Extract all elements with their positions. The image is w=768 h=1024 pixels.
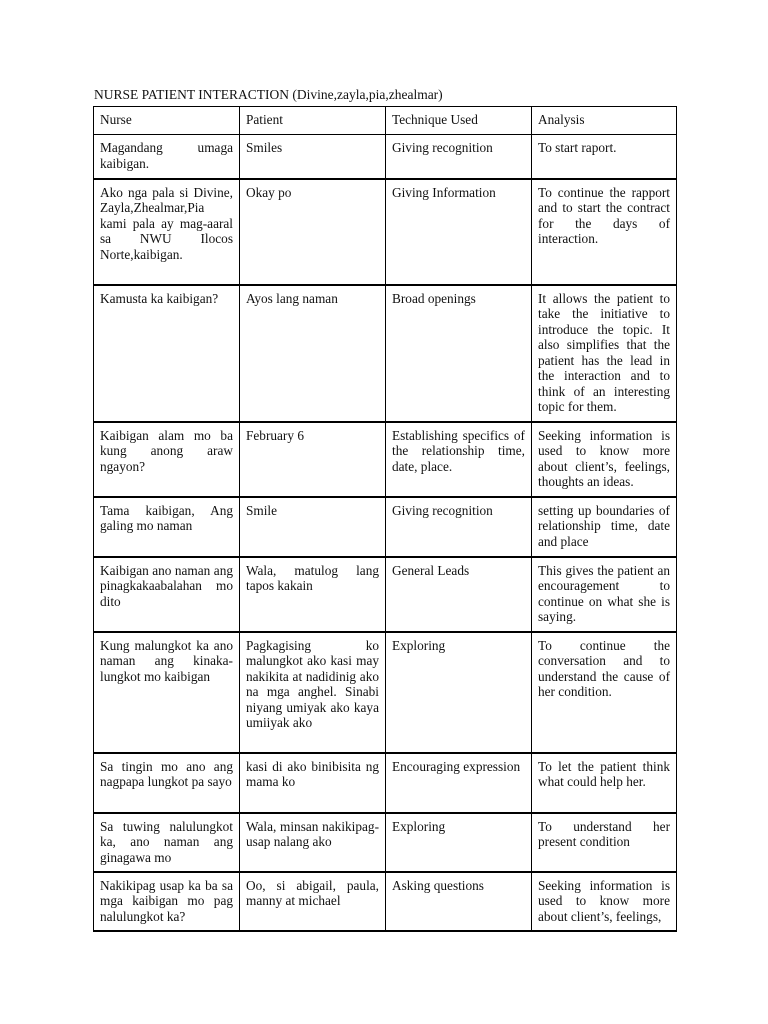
nurse-cell: Kung malungkot ka ano naman ang kinaka-lungkot mo kaibigan bbox=[94, 632, 240, 753]
analysis-cell: Seeking information is used to know more about client’s, feelings, bbox=[532, 872, 677, 931]
table-row bbox=[94, 872, 677, 931]
nurse-cell: Sa tuwing nalulungkot ka, ano naman ang ginagawa mo bbox=[94, 813, 240, 872]
analysis-cell: This gives the patient an encouragement to continue on what she is saying. bbox=[532, 557, 677, 632]
patient-cell: Smile bbox=[240, 497, 386, 557]
patient-cell: Smiles bbox=[240, 135, 386, 179]
patient-cell: Ayos lang naman bbox=[240, 285, 386, 422]
technique-cell: Giving recognition bbox=[386, 135, 532, 179]
header-analysis: Analysis bbox=[532, 107, 677, 135]
table-row bbox=[94, 497, 677, 557]
analysis-cell: To start raport. bbox=[532, 135, 677, 179]
patient-cell: Wala, minsan nakikipag-usap nalang ako bbox=[240, 813, 386, 872]
table-row bbox=[94, 422, 677, 497]
patient-cell: February 6 bbox=[240, 422, 386, 497]
interaction-table bbox=[93, 106, 677, 932]
patient-cell: Okay po bbox=[240, 179, 386, 285]
table-row bbox=[94, 135, 677, 179]
patient-cell: Oo, si abigail, paula, manny at michael bbox=[240, 872, 386, 931]
patient-cell: Wala, matulog lang tapos kakain bbox=[240, 557, 386, 632]
analysis-cell: To continue the conversation and to understand the cause of her condition. bbox=[532, 632, 677, 753]
nurse-cell: Sa tingin mo ano ang nagpapa lungkot pa sayo bbox=[94, 753, 240, 813]
nurse-cell: Ako nga pala si Divine, Zayla,Zhealmar,Pia kami pala ay mag-aaral sa NWU Ilocos Norte,kaibigan. bbox=[94, 179, 240, 285]
patient-cell: kasi di ako binibisita ng mama ko bbox=[240, 753, 386, 813]
nurse-cell: Kaibigan alam mo ba kung anong araw ngayon? bbox=[94, 422, 240, 497]
header-technique: Technique Used bbox=[386, 107, 532, 135]
technique-cell: Exploring bbox=[386, 813, 532, 872]
table-header-row bbox=[94, 107, 677, 135]
technique-cell: Encouraging expression bbox=[386, 753, 532, 813]
technique-cell: General Leads bbox=[386, 557, 532, 632]
technique-cell: Establishing specifics of the relationship time, date, place. bbox=[386, 422, 532, 497]
header-patient: Patient bbox=[240, 107, 386, 135]
analysis-cell: It allows the patient to take the initiative to introduce the topic. It also simplifies that the patient has the lead in the interaction and to think of an interesting topic for them. bbox=[532, 285, 677, 422]
technique-cell: Asking questions bbox=[386, 872, 532, 931]
analysis-cell: To continue the rapport and to start the contract for the days of interaction. bbox=[532, 179, 677, 285]
document-title: NURSE PATIENT INTERACTION (Divine,zayla,pia,zhealmar) bbox=[94, 87, 443, 102]
analysis-cell: Seeking information is used to know more about client’s, feelings, thoughts an ideas. bbox=[532, 422, 677, 497]
technique-cell: Giving recognition bbox=[386, 497, 532, 557]
nurse-cell: Tama kaibigan, Ang galing mo naman bbox=[94, 497, 240, 557]
analysis-cell: To understand her present condition bbox=[532, 813, 677, 872]
technique-cell: Broad openings bbox=[386, 285, 532, 422]
table-row bbox=[94, 632, 677, 753]
table-row bbox=[94, 753, 677, 813]
technique-cell: Exploring bbox=[386, 632, 532, 753]
nurse-cell: Magandang umaga kaibigan. bbox=[94, 135, 240, 179]
patient-cell: Pagkagising ko malungkot ako kasi may nakikita at nadidinig ako na mga anghel. Sinabi niyang umiyak ako kaya umiiyak ako bbox=[240, 632, 386, 753]
table-row bbox=[94, 813, 677, 872]
nurse-cell: Kamusta ka kaibigan? bbox=[94, 285, 240, 422]
technique-cell: Giving Information bbox=[386, 179, 532, 285]
analysis-cell: setting up boundaries of relationship time, date and place bbox=[532, 497, 677, 557]
table-row bbox=[94, 179, 677, 285]
nurse-cell: Nakikipag usap ka ba sa mga kaibigan mo pag nalulungkot ka? bbox=[94, 872, 240, 931]
header-nurse: Nurse bbox=[94, 107, 240, 135]
analysis-cell: To let the patient think what could help her. bbox=[532, 753, 677, 813]
nurse-cell: Kaibigan ano naman ang pinagkakaabalahan mo dito bbox=[94, 557, 240, 632]
table-row bbox=[94, 557, 677, 632]
table-row bbox=[94, 285, 677, 422]
